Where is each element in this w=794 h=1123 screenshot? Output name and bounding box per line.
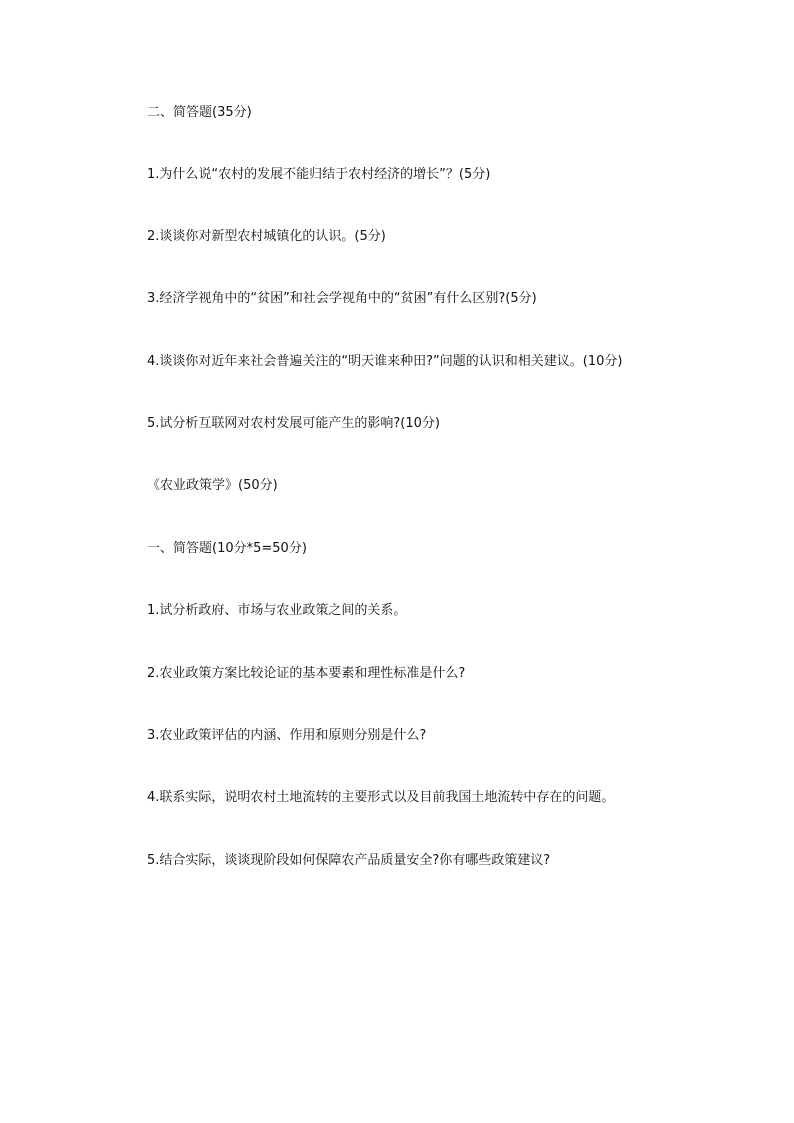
question-1-4: 4.谈谈你对近年来社会普遍关注的“明天谁来种田?”问题的认识和相关建议。(10分): [147, 354, 623, 369]
question-1-2: 2.谈谈你对新型农村城镇化的认识。(5分): [147, 229, 386, 244]
section-heading-short-answer-35: 二、简答题(35分): [147, 105, 252, 120]
question-2-2: 2.农业政策方案比较论证的基本要素和理性标准是什么?: [147, 666, 466, 681]
course-title: 《农业政策学》(50分): [147, 478, 278, 493]
question-2-3: 3.农业政策评估的内涵、作用和原则分别是什么?: [147, 728, 427, 743]
question-2-4: 4.联系实际，说明农村土地流转的主要形式以及目前我国土地流转中存在的问题。: [147, 790, 615, 805]
section-heading-short-answer-50: 一、简答题(10分*5=50分): [147, 541, 307, 556]
question-1-3: 3.经济学视角中的“贫困”和社会学视角中的“贫困”有什么区别?(5分): [147, 291, 537, 306]
question-1-5: 5.试分析互联网对农村发展可能产生的影响?(10分): [147, 416, 440, 431]
question-2-5: 5.结合实际，谈谈现阶段如何保障农产品质量安全?你有哪些政策建议?: [147, 853, 551, 868]
question-2-1: 1.试分析政府、市场与农业政策之间的关系。: [147, 603, 407, 618]
question-1-1: 1.为什么说“农村的发展不能归结于农村经济的增长”？(5分): [147, 167, 491, 182]
